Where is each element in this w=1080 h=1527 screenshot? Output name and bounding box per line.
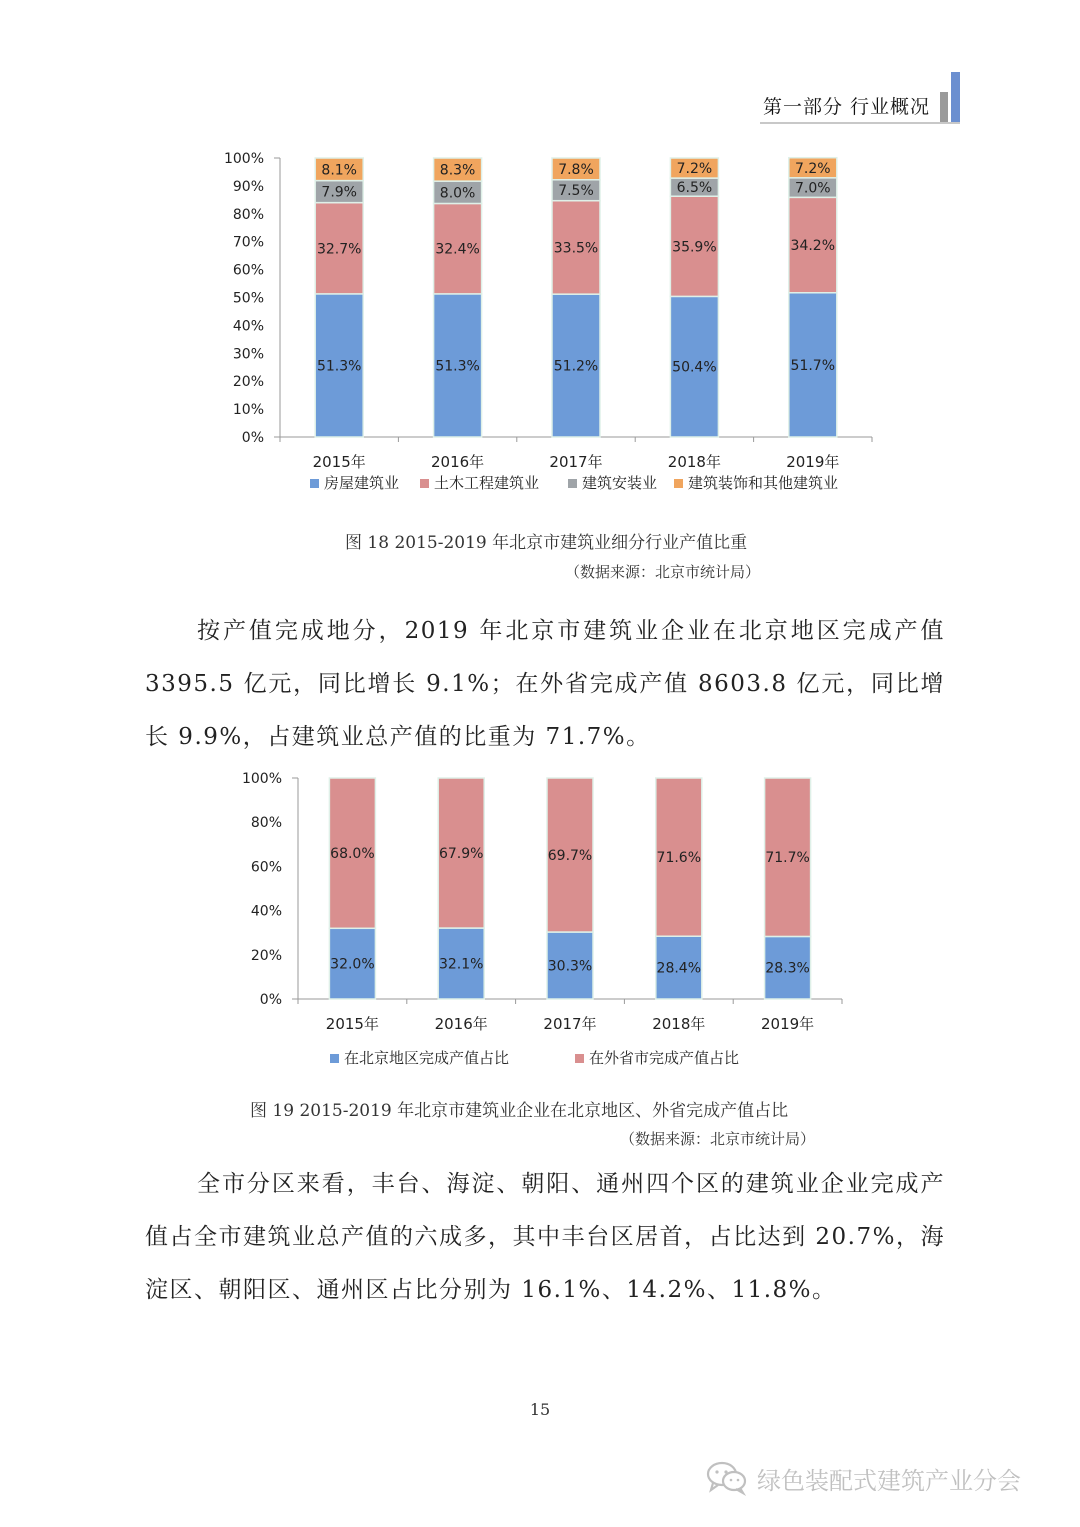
- data-label: 71.6%: [656, 850, 702, 867]
- x-category-label: 2015年: [312, 453, 366, 471]
- figure-19-caption: 图 19 2015-2019 年北京市建筑业企业在北京地区、外省完成产值占比: [250, 1101, 789, 1121]
- y-tick-label: 40%: [232, 318, 264, 335]
- data-label: 32.0%: [330, 956, 375, 973]
- y-tick-label: 80%: [250, 815, 282, 832]
- y-tick-label: 30%: [232, 346, 264, 363]
- paragraph-text: 按产值完成地分，2019 年北京市建筑业企业在北京地区完成产值 3395.5 亿元，同比增长 9.1%；在外省完成产值 8603.8 亿元，同比增长 9.9%，占建筑业总产值的比重为 71.7%。: [145, 618, 945, 750]
- x-category-label: 2016年: [431, 453, 485, 471]
- legend-swatch: [575, 1054, 584, 1063]
- data-label: 8.3%: [439, 162, 476, 179]
- chart-region-share: [220, 760, 880, 1085]
- data-label: 7.5%: [558, 183, 594, 200]
- chart-industry-share: [200, 140, 900, 510]
- watermark-text: 绿色装配式建筑产业分会: [757, 1466, 1021, 1495]
- data-label: 7.2%: [676, 161, 713, 178]
- legend-label: 在外省市完成产值占比: [589, 1049, 740, 1067]
- legend-label: 建筑装饰和其他建筑业: [688, 474, 839, 492]
- legend-label: 在北京地区完成产值占比: [344, 1049, 510, 1067]
- data-label: 68.0%: [330, 846, 375, 863]
- figure-19-source: （数据来源：北京市统计局）: [620, 1130, 816, 1148]
- data-label: 32.7%: [316, 241, 362, 258]
- data-label: 7.0%: [795, 180, 831, 197]
- x-category-label: 2019年: [786, 453, 840, 471]
- y-tick-label: 50%: [232, 290, 264, 307]
- data-label: 28.3%: [765, 960, 810, 977]
- data-label: 67.9%: [438, 846, 484, 863]
- data-label: 33.5%: [553, 240, 599, 257]
- page-header-title: 第一部分 行业概况: [762, 96, 930, 118]
- y-tick-label: 90%: [232, 178, 264, 195]
- y-tick-label: 20%: [232, 374, 264, 391]
- watermark: [705, 1458, 1021, 1498]
- y-tick-label: 10%: [232, 402, 264, 419]
- y-tick-label: 100%: [223, 151, 264, 167]
- legend-label: 建筑安装业: [582, 474, 658, 492]
- data-label: 34.2%: [790, 238, 836, 255]
- data-label: 32.1%: [438, 956, 484, 973]
- x-category-label: 2019年: [761, 1015, 815, 1033]
- x-category-label: 2015年: [325, 1015, 379, 1033]
- data-label: 8.0%: [439, 185, 476, 202]
- y-tick-label: 60%: [232, 262, 264, 279]
- body-paragraph-1: [145, 605, 945, 764]
- page-number: 15: [529, 1400, 551, 1419]
- header-accent-bar-gray: [940, 92, 948, 122]
- x-category-label: 2017年: [543, 1015, 597, 1033]
- data-label: 35.9%: [672, 239, 717, 256]
- y-tick-label: 80%: [232, 206, 264, 223]
- legend-swatch: [420, 479, 429, 488]
- y-tick-label: 40%: [250, 903, 282, 920]
- data-label: 51.3%: [435, 358, 480, 375]
- data-label: 7.8%: [558, 161, 594, 178]
- y-tick-label: 70%: [232, 234, 264, 251]
- wechat-icon: [705, 1460, 749, 1496]
- legend-label: 房屋建筑业: [324, 474, 400, 492]
- data-label: 69.7%: [547, 848, 593, 865]
- data-label: 51.7%: [790, 357, 836, 374]
- data-label: 71.7%: [765, 850, 810, 867]
- x-category-label: 2017年: [549, 453, 603, 471]
- figure-18-caption: 图 18 2015-2019 年北京市建筑业细分行业产值比重: [345, 533, 748, 553]
- y-tick-label: 0%: [259, 992, 282, 1008]
- data-label: 50.4%: [672, 359, 717, 376]
- x-category-label: 2016年: [434, 1015, 488, 1033]
- y-tick-label: 20%: [250, 947, 282, 964]
- y-tick-label: 100%: [241, 771, 282, 787]
- data-label: 30.3%: [547, 958, 593, 975]
- data-label: 51.2%: [553, 358, 599, 375]
- data-label: 6.5%: [676, 180, 713, 197]
- legend-label: 土木工程建筑业: [434, 474, 540, 492]
- legend-swatch: [568, 479, 577, 488]
- figure-18-source: （数据来源：北京市统计局）: [565, 563, 761, 581]
- data-label: 51.3%: [316, 358, 362, 375]
- header-underline: [760, 122, 960, 124]
- legend-swatch: [674, 479, 683, 488]
- y-tick-label: 60%: [250, 859, 282, 876]
- x-category-label: 2018年: [652, 1015, 706, 1033]
- y-tick-label: 0%: [241, 430, 264, 446]
- legend-swatch: [330, 1054, 339, 1063]
- legend-swatch: [310, 479, 319, 488]
- data-label: 7.9%: [321, 184, 357, 201]
- paragraph-text: 全市分区来看，丰台、海淀、朝阳、通州四个区的建筑业企业完成产值占全市建筑业总产值的六成多，其中丰台区居首，占比达到 20.7%，海淀区、朝阳区、通州区占比分别为 16.1%、14.2%、11.8%。: [145, 1171, 945, 1303]
- data-label: 8.1%: [321, 162, 357, 179]
- x-category-label: 2018年: [667, 453, 721, 471]
- data-label: 28.4%: [656, 960, 702, 977]
- body-paragraph-2: [145, 1158, 945, 1317]
- data-label: 7.2%: [795, 160, 831, 177]
- header-accent-bar-blue: [951, 72, 960, 122]
- data-label: 32.4%: [435, 241, 480, 258]
